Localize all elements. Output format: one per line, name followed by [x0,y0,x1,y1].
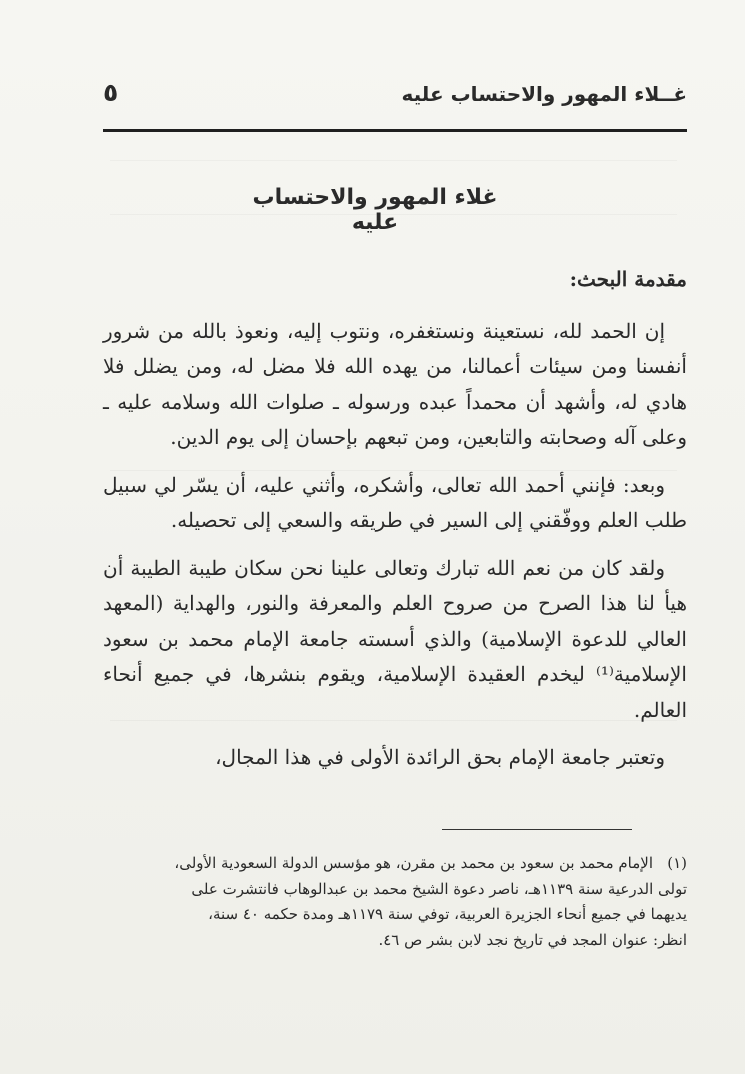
page-number: ٥ [103,78,119,107]
footnote-text-1: الإمام محمد بن سعود بن محمد بن مقرن، هو مؤسس الدولة السعودية الأولى، [174,854,653,872]
paragraph-2: وبعد: فإنني أحمد الله تعالى، وأشكره، وأثني عليه، أن يسّر لي سبيل طلب العلم ووفّقني إلى السير في طريقه والسعي إلى تحصيله. [103,472,687,532]
running-header [103,78,687,124]
paragraph-3: ولقد كان من نعم الله تبارك وتعالى علينا نحن سكان طيبة الطيبة أن هيأ لنا هذا الصرح من صروح العلم والمعرفة والنور، والهداية (المعهد العالي للدعوة الإسلامية) والذي أسسته جامعة الإمام محمد بن سعود الإسلامية⁽¹⁾ ليخدم العقيدة الإسلامية، ويقوم بنشرها، في جميع أنحاء العالم. [103,555,687,722]
show-through-line [110,160,677,161]
paragraph-4: وتعتبر جامعة الإمام بحق الرائدة الأولى في هذا المجال، [215,745,665,769]
footnote-line-3: يديهما في جميع أنحاء الجزيرة العربية، توفي سنة ١١٧٩هـ ومدة حكمه ٤٠ سنة، [208,905,687,923]
footnote-line-2: تولى الدرعية سنة ١١٣٩هـ، ناصر دعوة الشيخ محمد بن عبدالوهاب فانتشرت على [191,879,687,898]
body-text [103,262,687,788]
footnote [103,851,687,953]
footnote-line-1 [103,851,687,877]
footnote-rule [442,829,632,830]
footnote-line-4: انظر: عنوان المجد في تاريخ نجد لابن بشر ص ٤٦. [378,930,687,949]
footnote-number: (١) [667,854,687,872]
header-rule [103,129,687,132]
paragraph-1: إن الحمد لله، نستعينة ونستغفره، ونتوب إليه، ونعوذ بالله من شرور أنفسنا ومن سيئات أعمالنا، من يهده الله فلا مضل له، ومن يضلل فلا هادي له، وأشهد أن محمداً عبده ورسوله ـ صلوات الله وسلامه عليه ـ وعلى آله وصحابته والتابعين، ومن تبعهم بإحسان إلى يوم الدين. [103,318,687,449]
running-title: غــلاء المهور والاحتساب عليه [401,82,687,106]
page-title: غلاء المهور والاحتساب عليه [252,185,498,235]
section-heading: مقدمة البحث: [569,267,687,291]
